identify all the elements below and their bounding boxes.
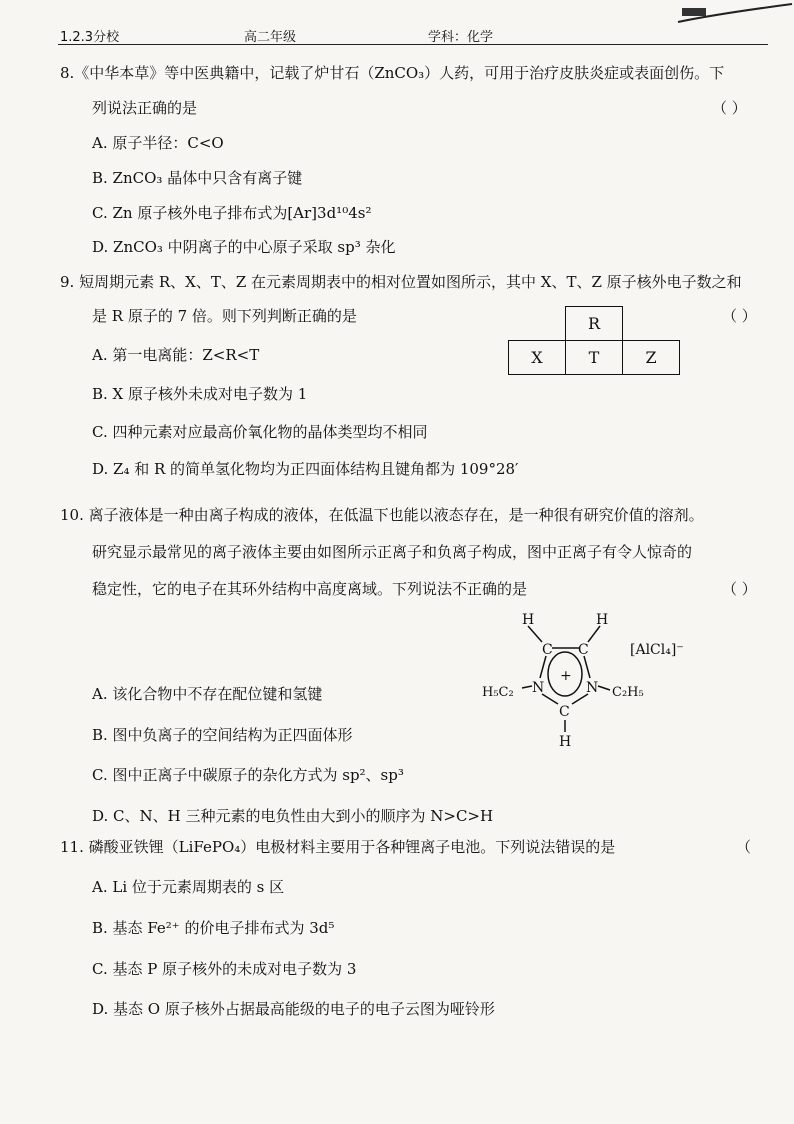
mol-ethyl-right: C₂H₅ [612,685,644,700]
header-subject: 学科：化学 [428,30,494,45]
header-school: 1.2.3分校 [60,30,120,45]
q10-option-c: C. 图中正离子中碳原子的杂化方式为 sp²、sp³ [92,766,404,784]
mol-ethyl-left: H₅C₂ [482,685,514,700]
q11-stem: 11. 磷酸亚铁锂（LiFePO₄）电极材料主要用于各种锂离子电池。下列说法错误的是 [60,838,616,856]
cell-t: T [565,340,623,375]
q8-option-b: B. ZnCO₃ 晶体中只含有离子键 [92,169,303,187]
mol-h-right: H [596,612,609,628]
q9-answer-paren: （ ） [722,307,757,325]
q9-option-b: B. X 原子核外未成对电子数为 1 [92,385,308,403]
corner-scribble [676,0,794,30]
q9-stem-line2: 是 R 原子的 7 倍。则下列判断正确的是 [92,307,357,325]
q11-option-c: C. 基态 P 原子核外的未成对电子数为 3 [92,960,357,978]
q8-option-d: D. ZnCO₃ 中阴离子的中心原子采取 sp³ 杂化 [92,238,396,256]
q11-option-b: B. 基态 Fe²⁺ 的价电子排布式为 3d⁵ [92,919,335,937]
q10-option-a: A. 该化合物中不存在配位键和氢键 [92,685,323,703]
q10-option-b: B. 图中负离子的空间结构为正四面体形 [92,726,353,744]
q10-answer-paren: （ ） [722,580,757,598]
header-rule [58,44,768,45]
q8-option-c: C. Zn 原子核外电子排布式为[Ar]3d¹⁰4s² [92,204,372,222]
q8-option-a: A. 原子半径：C<O [92,134,224,152]
q9-option-a: A. 第一电离能：Z<R<T [92,346,260,364]
mol-charge: + [560,668,572,684]
q10-stem-line2: 研究显示最常见的离子液体主要由如图所示正离子和负离子构成，图中正离子有令人惊奇的 [92,543,693,561]
mol-n-right: N [586,680,599,696]
q10-option-d: D. C、N、H 三种元素的电负性由大到小的顺序为 N>C>H [92,807,494,825]
q8-answer-paren: （ ） [712,99,747,117]
q9-option-d: D. Z₄ 和 R 的简单氢化物均为正四面体结构且键角都为 109°28′ [92,460,519,478]
q10-stem-line1: 10. 离子液体是一种由离子构成的液体，在低温下也能以液态存在，是一种很有研究价值的溶剂。 [60,506,704,524]
mol-h-left: H [522,612,535,628]
q8-stem-line2: 列说法正确的是 [92,99,198,117]
mol-c-left: C [542,642,553,658]
q11-option-a: A. Li 位于元素周期表的 s 区 [92,878,285,896]
imidazolium-structure [470,604,710,754]
cell-x: X [508,340,566,375]
q9-option-c: C. 四种元素对应最高价氧化物的晶体类型均不相同 [92,423,428,441]
q11-option-d: D. 基态 O 原子核外占据最高能级的电子的电子云图为哑铃形 [92,1000,495,1018]
mol-c-right: C [578,642,589,658]
q9-stem-line1: 9. 短周期元素 R、X、T、Z 在元素周期表中的相对位置如图所示，其中 X、T、Z 原子核外电子数之和 [60,273,742,291]
q11-answer-paren: （ [736,838,752,856]
header-grade: 高二年级 [244,30,297,45]
mol-c-bottom: C [559,704,570,720]
cell-r: R [565,306,623,341]
cell-z: Z [622,340,680,375]
mol-n-left: N [532,680,545,696]
q10-stem-line3: 稳定性，它的电子在其环外结构中高度离域。下列说法不正确的是 [92,580,528,598]
mol-h-bottom: H [559,734,572,750]
anion-label: [AlCl₄]⁻ [630,642,684,658]
q8-stem-line1: 8.《中华本草》等中医典籍中，记载了炉甘石（ZnCO₃）人药，可用于治疗皮肤炎症或表面创伤。下 [60,64,725,82]
